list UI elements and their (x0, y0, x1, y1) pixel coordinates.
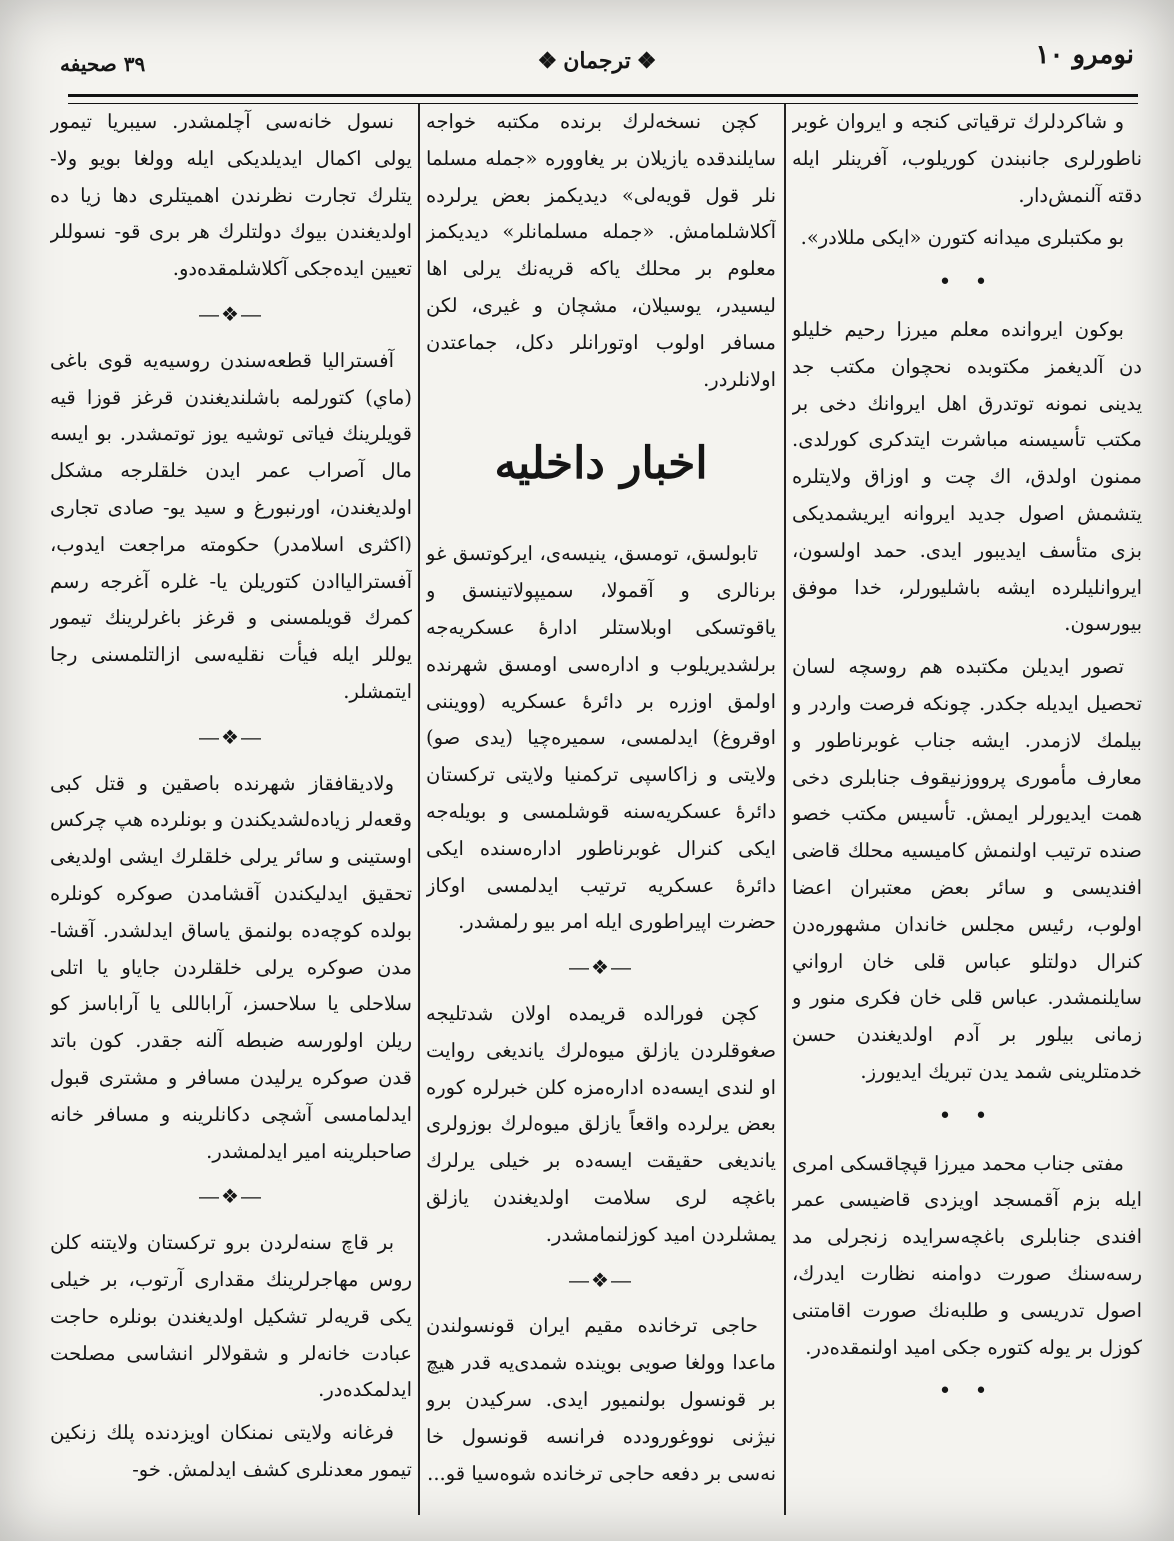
column-middle (426, 104, 776, 1515)
column-divider (784, 104, 786, 1515)
dots-separator: • • (938, 270, 996, 296)
page-number: ٣٩ صحيفه (60, 52, 146, 76)
ornament-separator: ―❖― (199, 724, 263, 749)
issue-number: نومرو ١٠ (1035, 40, 1134, 70)
article-paragraph: مفتی جناب محمد ميرزا قپچاقسكی امری ايله بزم آقمسجد اويزدی قاضيسی عمر افندی جنابلری باغچه‌سرايده زنجرلی مد رسه‌سنك صورت دوامنه نظارت ايدرك، اصول تدريسی و طلبه‌نك صورت اقامتنی كوزل بر يوله كتوره جكی اميد اولنمقده‌در. (792, 1151, 1142, 1359)
article-paragraph: بوكون ايروانده معلم ميرزا رحيم خليلو دن آلديغمز مكتوبده نحچوان مكتب جد يدينی نمونه توتدرق اهل ايروانك دخی بر مكتب تأسيسنه مباشرت ايتدكری كورلدی. ممنون اولدق، اك چت و اوزاق ولايتلره يتشمش اصول جديد ايروانه ايريشمديكی بزی متأسف ايديبور ايدی. حمد اولسون، ايروانليلرده ايشه باشليورلر، خدا موفق بيورسون. (792, 317, 1142, 636)
ornament-left-icon: ❖ (636, 48, 657, 74)
page-header (60, 36, 1134, 94)
dots-separator: • • (938, 1103, 996, 1129)
ornament-separator: ―❖― (569, 1267, 633, 1292)
column-right (792, 104, 1142, 1515)
masthead-title: ترجمان (563, 48, 631, 74)
ornament-right-icon: ❖ (537, 48, 558, 74)
ornament-separator: ―❖― (199, 1184, 263, 1209)
article-paragraph: كچن فورالده قريمده اولان شدتليجه صغوقلردن يازلق ميوه‌لرك يانديغی روايت او لندی ايسه‌ده اداره‌مزه كلن خبرلره كوره بعض يرلرده واقعاً يازلق ميوه‌لرك بوزولری يانديغی حقيقت ايسه‌ده بر خيلی يرلرك باغچه لری سلامت اولديغندن يازلق يمشلردن اميد كوزلنمامشدر. (426, 1001, 776, 1246)
article-paragraph: فرغانه ولايتی نمنكان اويزدنده پلك زنكين تيمور معدنلری كشف ايدلمش. خو- (50, 1421, 412, 1481)
masthead (532, 48, 663, 74)
section-heading: اخبار داخليه (494, 438, 708, 490)
article-paragraph: بر قاچ سنه‌لردن برو تركستان ولايتنه كلن روس مهاجرلرينك مقداری آرتوب، بر خيلی يكی قريه‌لر تشكيل اولديغندن بونلره حاجت عبادت خانه‌لر و شقولالر انشاسی مصلحت ايدلمكده‌در. (50, 1231, 412, 1402)
article-paragraph: تابولسق، تومسق، ينيسه‌ی، ايركوتسق غو برنالری و آقمولا، سميپولاتينسق و ياقوتسكی اوبلاستلر ادارهٔ عسكريه‌جه برلشديريلوب و اداره‌سی اومسق شهرنده اولمق اوزره بر دائرهٔ عسكريه (وويننی اوقروغ) ايدلمسی، سميره‌چيا (يدی صو) ولايتی و زاكاسپی تركمنيا ولايتی تركستان دائرهٔ عسكريه‌سنه قوشلمسی و بويله‌جه ايكی كنرال غوبرناطور اداره‌سنده ايكی دائرهٔ عسكريه ترتيب ايدلمسی اوكاز حضرت اپيراطوری ايله امر بيو رلمشدر. (426, 542, 776, 934)
ornament-separator: ―❖― (569, 955, 633, 980)
header-rule (68, 94, 1138, 104)
article-paragraph: حاجی ترخانده مقيم ايران قونسولندن ماعدا وولغا صويی بوينده شمدی‌يه قدر هيچ بر قونسول بولنميور ايدی. سركيدن برو نيژنی نووغورودده فرانسه قونسول خا نه‌سی بر دفعه حاجی ترخانده شوه‌سيا قو... (426, 1314, 776, 1485)
column-divider (418, 104, 420, 1515)
article-paragraph: تصور ايديلن مكتبده هم روسچه لسان تحصيل ايديله جكدر. چونكه فرصت واردر و بيلمك لازمدر. ايشه جناب غوبرناطور و معارف مأموری پرووزنيقوف جنابلری دخی همت ايديورلر ايمش. تأسيس مكتب خصو صنده ترتيب اولنمش كاميسيه محلك قاضی افنديسی و سائر بعض معتبران اعضا اولوب، رئيس مجلس خاندان مشهوره‌دن كنرال دولتلو عباس قلی خان ارواني سايلنمشدر. عباس قلی خان فكری منور و زمانی بيلور بر آدم اولديغندن حسن خدمتلرينی شمد يدن تبريك ايديورز. (792, 655, 1142, 1083)
article-paragraph: آفستراليا قطعه‌سندن روسيه‌يه قوی باغی (ماي) كتورلمه باشلنديغندن قرغز قوزا قيه قويلرينك فياتی توشيه يوز توتمشدر. بو ايسه مال آصراب عمر ايدن خلقلرجه مشكل اولديغندن، اورنبورغ و سيد يو- صادی تجاری (اكثری اسلامدر) حكومته مراجعت ايدوب، آفسترالياادن كتوريلن يا- غلره آغرجه رسم كمرك قويلمسنی و قرغز باغرلرينك تيمور يوللر ايله فيأت نقليه‌سی ازالتلمسنی رجا ايتمشلر. (50, 348, 412, 703)
article-paragraph: نسول خانه‌سی آچلمشدر. سيبريا تيمور يولی اكمال ايديلديكی ايله وولغا بويو ولا- يتلرك تجارت نظرندن اهميتلری دها زيا ده اولديغندن بيوك دولتلرك هر بری قو- نسوللر تعيين ايده‌جكی آكلاشلمقده‌دو. (50, 110, 412, 281)
article-paragraph: و شاكردلرك ترقياتی كنجه و ايروان غوبر ناطورلری جانبندن كوريلوب، آفرينلر ايله دقته آلنمش‌دار. (792, 110, 1142, 207)
article-paragraph: بو مكتبلری ميدانه كتورن «ايكی مللادر». (800, 226, 1124, 250)
dots-separator: • • (938, 1379, 996, 1405)
article-paragraph: ولاديقافقاز شهرنده باصقين و قتل كبی وقعه‌لر زياده‌لشديكندن و بونلرده هپ چركس اوستينی و سائر يرلی خلقلرك ايشی اولديغی تحقيق ايدليكندن آقشامدن صوكره كونلره بولده كوچه‌ده بولنمق ياساق ايدلشدر. آقشا- مدن صوكره يرلی خلقلردن جاياو يا اتلی سلاحلی يا سلاحسز، آراباللی يا آراباسز كو ريلن اولورسه ضبطه آلنه جقدر. كون باتد قدن صوكره يرليدن مسافر و مشتری قبول ايدلمامسی آشچی دكانلرينه و مسافر خانه صاحبلرينه امير ايدلمشدر. (50, 771, 412, 1163)
article-paragraph: كچن نسخه‌لرك برنده مكتبه خواجه سايلندقده يازيلان بر يغاووره «جمله مسلما نلر قول قويه‌لی» ديديكمز بعض يرلرده آكلاشلمامش. «جمله مسلمانلر» ديديكمز معلوم بر محلك ياكه قريه‌نك يرلی اها ليسيدر، يوسيلان، مشچان و غيری، لكن مسافر اولوب اوتورانلر دكل، جماعتدن اولانلردر. (426, 110, 776, 391)
ornament-separator: ―❖― (199, 301, 263, 326)
column-left (50, 104, 412, 1515)
